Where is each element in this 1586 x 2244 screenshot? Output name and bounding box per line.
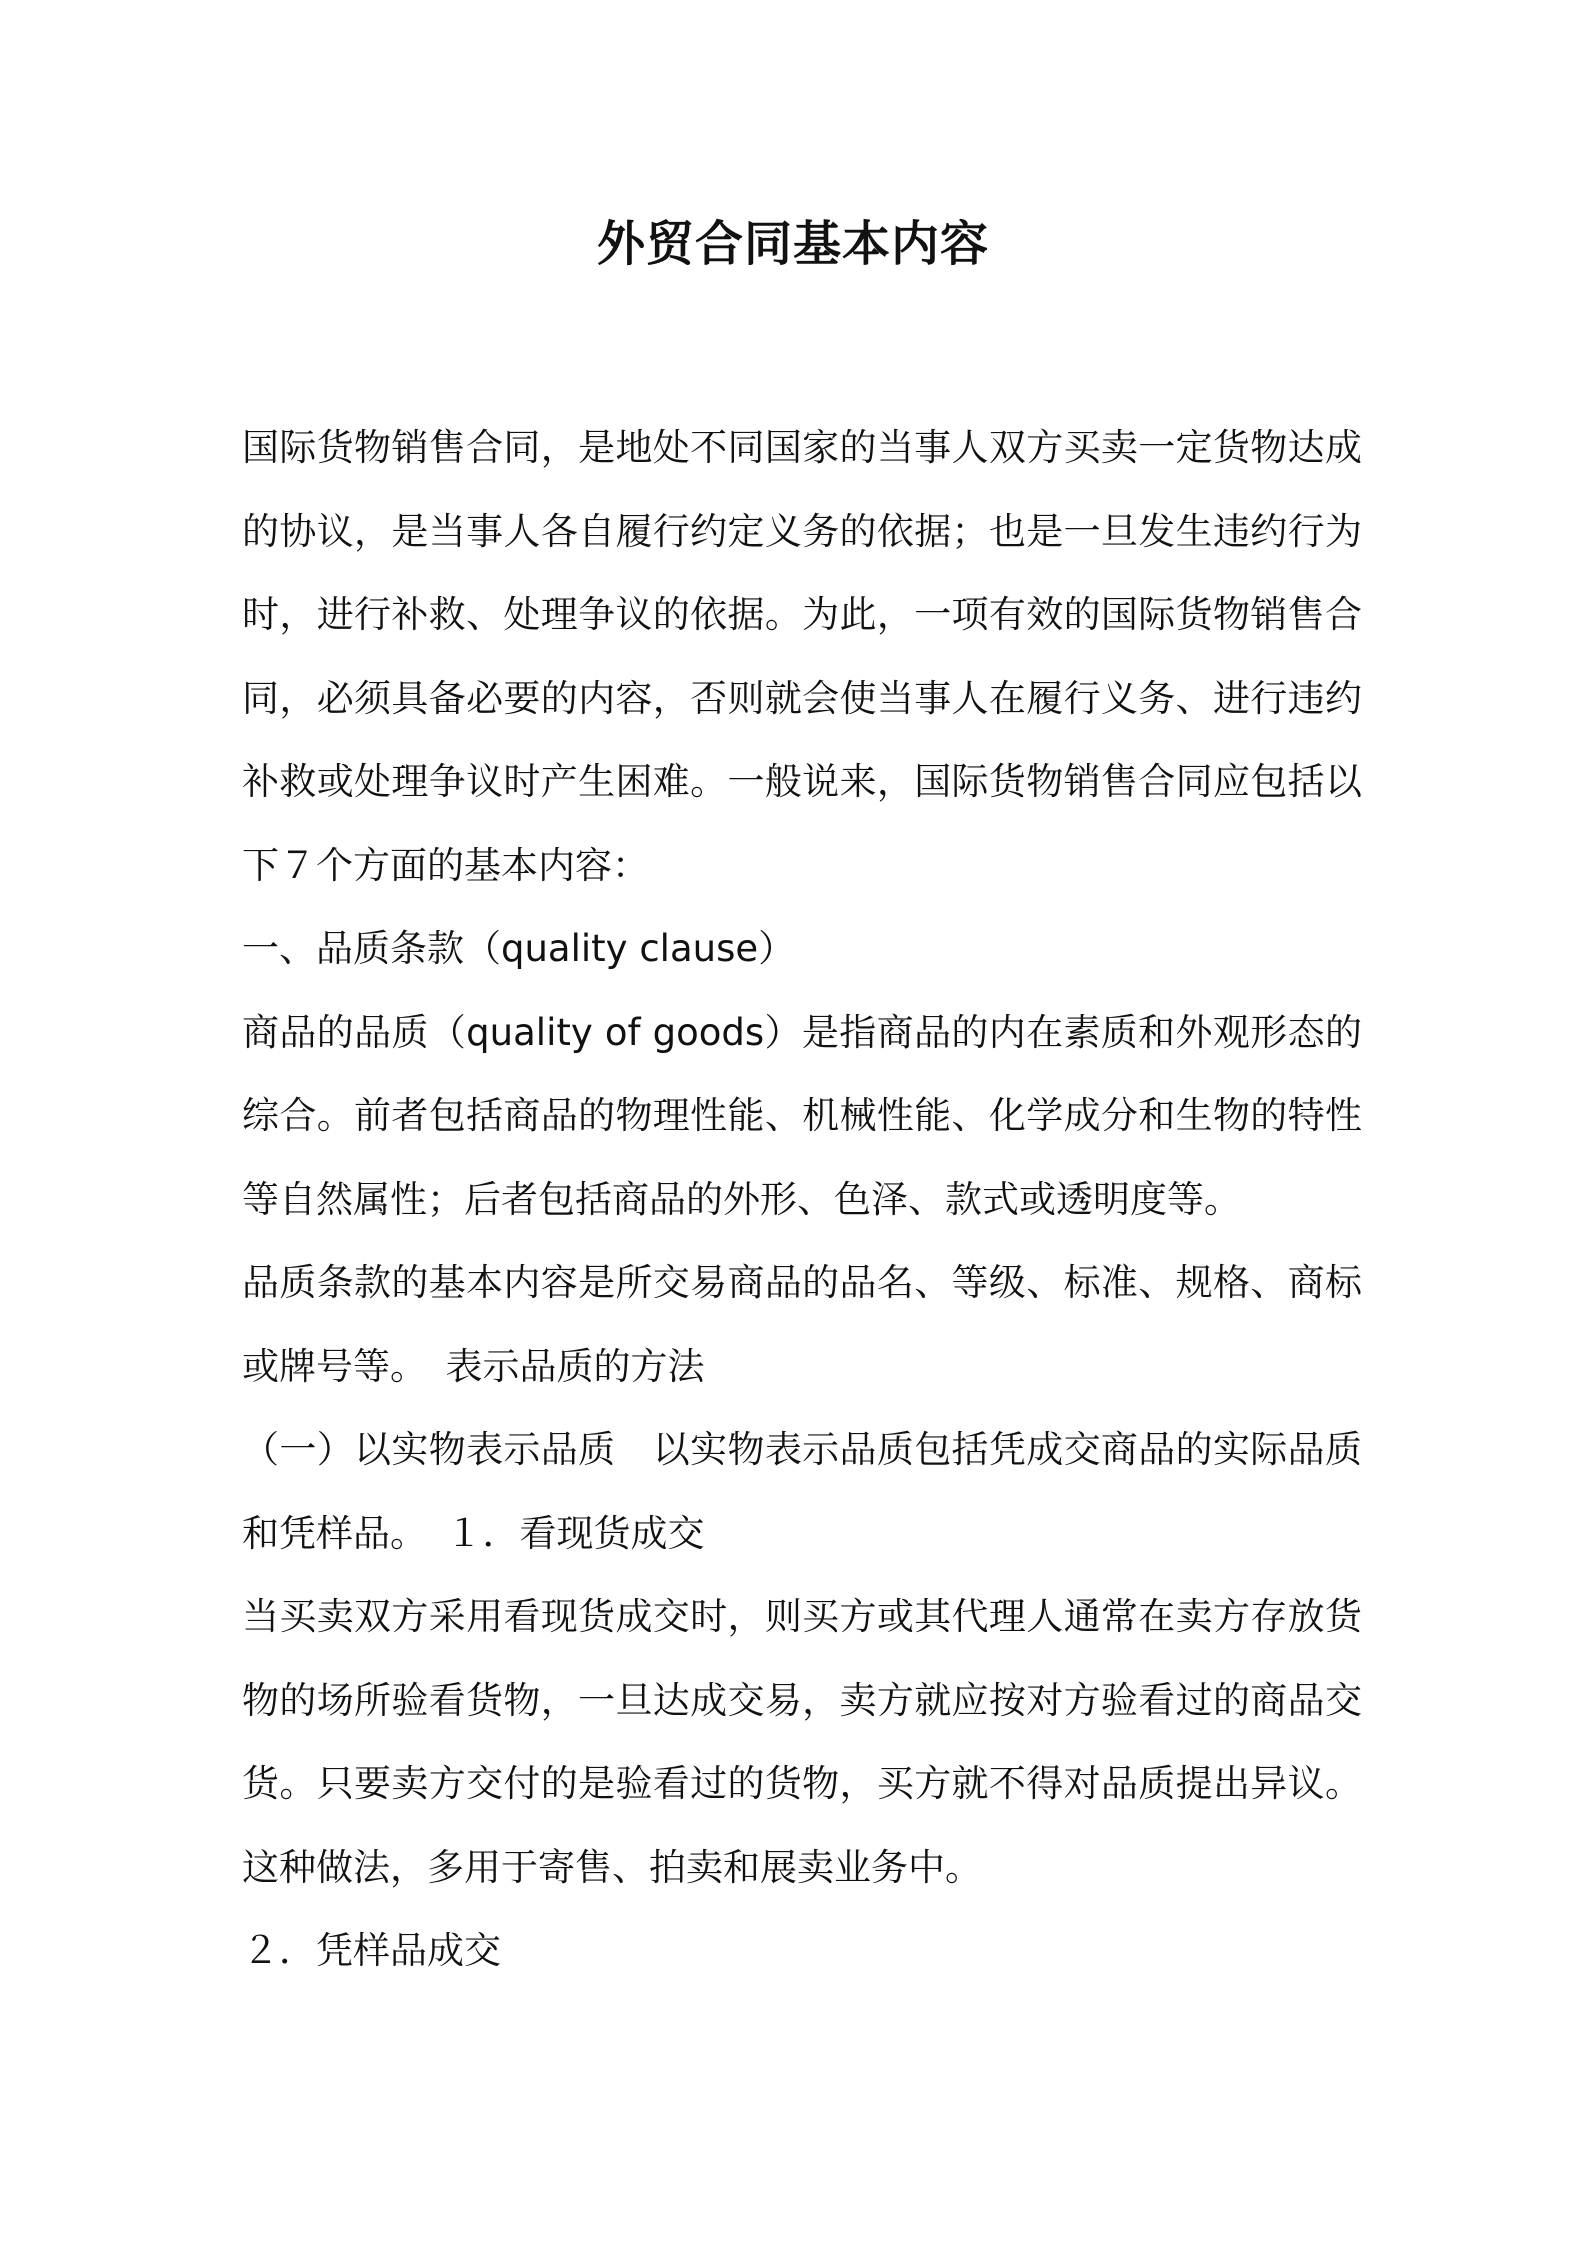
spot-goods-paragraph: 当买卖双方采用看现货成交时，则买方或其代理人通常在卖方存放货物的场所验看货物，一旦达成交易，卖方就应按对方验看过的商品交货。只要卖方交付的是验看过的货物，买方就不得对品质提出异议。这种做法，多用于寄售、拍卖和展卖业务中。 bbox=[242, 1595, 1362, 1889]
quality-definition-paragraph: 商品的品质（quality of goods）是指商品的内在素质和外观形态的综合。前者包括商品的物理性能、机械性能、化学成分和生物的特性等自然属性；后者包括商品的外形、色泽、款式或透明度等。 bbox=[242, 1010, 1362, 1221]
document-title: 外贸合同基本内容 bbox=[596, 216, 989, 272]
section-heading-quality-clause: 一、品质条款（quality clause） bbox=[242, 927, 796, 970]
quality-clause-content-paragraph: 品质条款的基本内容是所交易商品的品名、等级、标准、规格、商标或牌号等。 表示品质的方法 bbox=[242, 1261, 1362, 1388]
physical-quality-paragraph: （一）以实物表示品质 以实物表示品质包括凭成交商品的实际品质和凭样品。 １．看现货成交 bbox=[242, 1428, 1362, 1555]
sample-subheading: ２．凭样品成交 bbox=[242, 1929, 501, 1972]
intro-paragraph: 国际货物销售合同，是地处不同国家的当事人双方买卖一定货物达成的协议，是当事人各自履行约定义务的依据；也是一旦发生违约行为时，进行补救、处理争议的依据。为此，一项有效的国际货物销售合同，必须具备必要的内容，否则就会使当事人在履行义务、进行违约补救或处理争议时产生困难。一般说来，国际货物销售合同应包括以下７个方面的基本内容： bbox=[242, 426, 1362, 887]
document-body bbox=[242, 406, 1362, 1993]
